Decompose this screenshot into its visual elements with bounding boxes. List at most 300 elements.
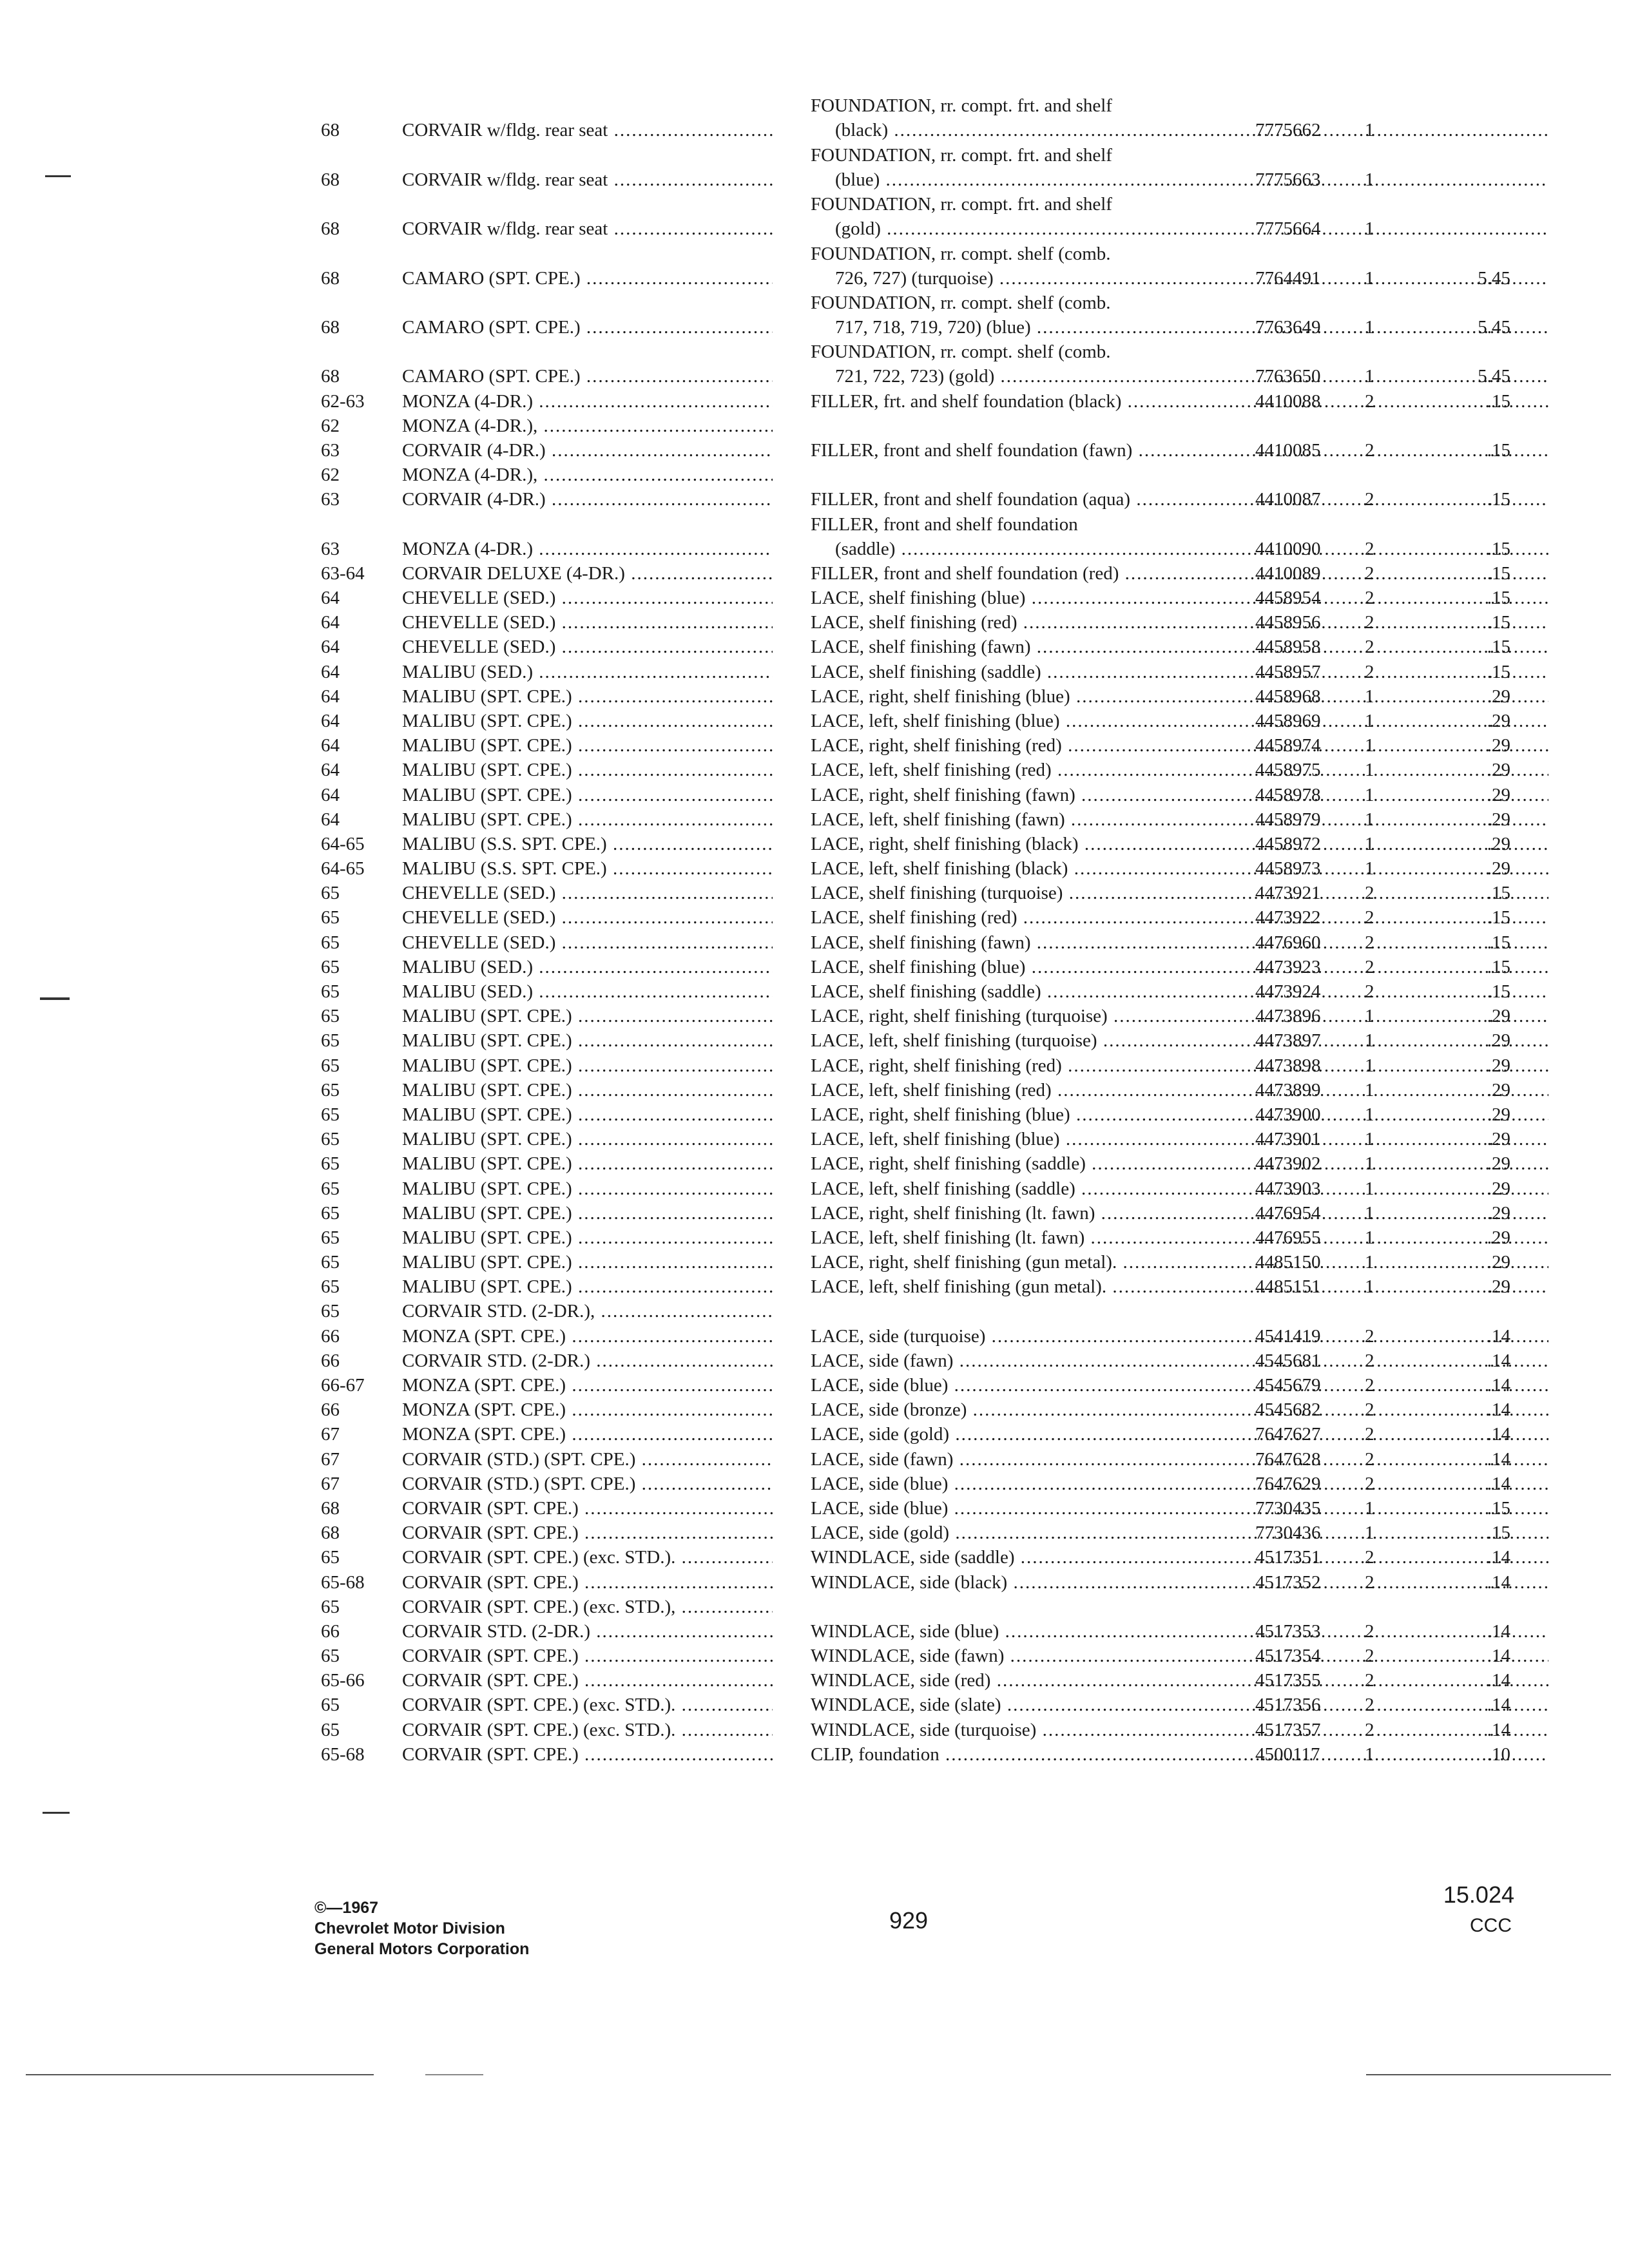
table-row: [321, 438, 1532, 463]
table-row: [321, 881, 1532, 905]
price-cell: .14: [1487, 1375, 1510, 1396]
quantity-cell: 1: [1365, 1178, 1374, 1199]
quantity-cell: 1: [1365, 1276, 1374, 1298]
table-row: [321, 192, 1532, 241]
year-cell: 62-63: [321, 390, 365, 412]
table-row: [321, 1102, 1532, 1127]
year-cell: 64: [321, 686, 340, 707]
section-number: 15.024: [1443, 1881, 1514, 1908]
model-cell: MALIBU (SPT. CPE.) .....: [402, 1053, 773, 1078]
part-number-cell: 4458956: [1255, 612, 1321, 633]
year-cell: 65: [321, 1646, 340, 1667]
quantity-cell: 1: [1365, 833, 1374, 854]
part-number-cell: 4517356: [1255, 1695, 1321, 1716]
quantity-cell: 2: [1365, 932, 1374, 953]
description-line: WINDLACE, side (turquoise) .....: [811, 1718, 1548, 1742]
table-row: [321, 1323, 1532, 1348]
table-row: [321, 512, 1532, 561]
description-line: LACE, left, shelf finishing (turquoise) .....: [811, 1028, 1548, 1053]
description-cell: [811, 143, 1548, 192]
part-number-cell: 4458958: [1255, 637, 1321, 658]
quantity-cell: 2: [1365, 883, 1374, 904]
model-cell: CORVAIR (4-DR.) .....: [402, 438, 773, 463]
year-cell: 65: [321, 1153, 340, 1175]
price-cell: .29: [1487, 784, 1510, 805]
part-number-cell: 4473921: [1255, 883, 1321, 904]
year-cell: 65: [321, 907, 340, 928]
quantity-cell: 1: [1365, 1006, 1374, 1027]
footer-copyright-block: [314, 1898, 529, 1959]
year-cell: 65: [321, 1596, 340, 1617]
price-cell: .29: [1487, 1202, 1510, 1224]
price-cell: .29: [1487, 1252, 1510, 1273]
model-cell: CORVAIR (SPT. CPE.) .....: [402, 1742, 773, 1767]
model-cell: CORVAIR w/fldg. rear seat .....: [402, 168, 773, 192]
description-line: LACE, shelf finishing (red) .....: [811, 905, 1548, 930]
description-line: FILLER, frt. and shelf foundation (black) .....: [811, 389, 1548, 414]
year-cell: 62: [321, 465, 340, 486]
price-cell: .29: [1487, 686, 1510, 707]
price-cell: .29: [1487, 1055, 1510, 1076]
description-line: LACE, left, shelf finishing (red) .....: [811, 1078, 1548, 1102]
part-number-cell: 7730436: [1255, 1523, 1321, 1544]
model-cell: MALIBU (SPT. CPE.) .....: [402, 1028, 773, 1053]
description-line: WINDLACE, side (fawn) .....: [811, 1644, 1548, 1668]
table-row: [321, 1472, 1532, 1496]
description-line: LACE, left, shelf finishing (blue) .....: [811, 709, 1548, 733]
part-number-cell: 4473901: [1255, 1129, 1321, 1150]
price-cell: .29: [1487, 1030, 1510, 1052]
table-row: [321, 1742, 1532, 1767]
part-number-cell: 7775662: [1255, 120, 1321, 141]
description-continuation: (gold) .....: [811, 216, 1548, 241]
part-number-cell: 4410089: [1255, 562, 1321, 584]
quantity-cell: 1: [1365, 169, 1374, 190]
quantity-cell: 1: [1365, 218, 1374, 240]
part-number-cell: 4517355: [1255, 1670, 1321, 1691]
part-number-cell: 4517357: [1255, 1719, 1321, 1740]
quantity-cell: 2: [1365, 588, 1374, 609]
part-number-cell: 7775663: [1255, 169, 1321, 190]
table-row: [321, 782, 1532, 807]
description-line: FILLER, front and shelf foundation (aqua) .....: [811, 487, 1548, 512]
description-continuation: (blue) .....: [811, 168, 1548, 192]
footer-rule: [1366, 2074, 1611, 2075]
table-row: [321, 930, 1532, 954]
table-row: [321, 684, 1532, 709]
part-number-cell: 4458968: [1255, 686, 1321, 707]
part-number-cell: 4458979: [1255, 809, 1321, 830]
part-number-cell: 7763649: [1255, 316, 1321, 338]
part-number-cell: 4473924: [1255, 981, 1321, 1003]
year-cell: 68: [321, 267, 340, 289]
price-cell: .29: [1487, 1079, 1510, 1100]
quantity-cell: 1: [1365, 366, 1374, 387]
model-cell: MALIBU (SPT. CPE.) .....: [402, 1274, 773, 1299]
price-cell: .14: [1487, 1670, 1510, 1691]
price-cell: .15: [1487, 661, 1510, 682]
quantity-cell: 2: [1365, 489, 1374, 510]
year-cell: 65: [321, 883, 340, 904]
table-row: [321, 1446, 1532, 1471]
model-cell: MALIBU (SPT. CPE.) .....: [402, 733, 773, 758]
table-row: [321, 1201, 1532, 1225]
quantity-cell: 2: [1365, 637, 1374, 658]
description-line: LACE, left, shelf finishing (lt. fawn) .....: [811, 1225, 1548, 1250]
table-row: [321, 733, 1532, 758]
table-row: [321, 1422, 1532, 1446]
model-cell: MALIBU (SPT. CPE.) .....: [402, 1078, 773, 1102]
description-line: LACE, right, shelf finishing (gun metal). .....: [811, 1250, 1548, 1274]
year-cell: 64: [321, 760, 340, 781]
model-cell: CORVAIR (STD.) (SPT. CPE.) .....: [402, 1447, 773, 1472]
price-cell: 5.45: [1478, 316, 1510, 338]
description-line: LACE, side (fawn) .....: [811, 1349, 1548, 1373]
quantity-cell: 1: [1365, 316, 1374, 338]
table-row: [321, 1693, 1532, 1717]
part-number-cell: 4517354: [1255, 1646, 1321, 1667]
quantity-cell: 1: [1365, 760, 1374, 781]
description-line: LACE, side (bronze) .....: [811, 1398, 1548, 1422]
table-row: [321, 1250, 1532, 1274]
quantity-cell: 1: [1365, 1153, 1374, 1175]
description-line: FILLER, front and shelf foundation: [811, 514, 1078, 535]
description-line: WINDLACE, side (blue) .....: [811, 1619, 1548, 1644]
part-number-cell: 4410090: [1255, 538, 1321, 559]
model-cell: MONZA (4-DR.), .....: [402, 414, 773, 438]
description-line: FILLER, front and shelf foundation (red) .....: [811, 561, 1548, 586]
model-cell: CAMARO (SPT. CPE.) .....: [402, 315, 773, 340]
table-row: [321, 856, 1532, 881]
quantity-cell: 2: [1365, 1448, 1374, 1470]
year-cell: 66: [321, 1325, 340, 1347]
part-number-cell: 4473897: [1255, 1030, 1321, 1052]
description-line: FOUNDATION, rr. compt. frt. and shelf: [811, 144, 1112, 166]
price-cell: .15: [1487, 538, 1510, 559]
quantity-cell: 1: [1365, 784, 1374, 805]
table-row: [321, 463, 1532, 487]
model-cell: MONZA (4-DR.) .....: [402, 537, 773, 561]
table-row: [321, 1004, 1532, 1028]
part-number-cell: 4473902: [1255, 1153, 1321, 1175]
year-cell: 63: [321, 538, 340, 559]
part-number-cell: 4541419: [1255, 1325, 1321, 1347]
price-cell: .29: [1487, 858, 1510, 879]
price-cell: .14: [1487, 1325, 1510, 1347]
price-cell: .15: [1487, 637, 1510, 658]
year-cell: 64: [321, 588, 340, 609]
description-line: LACE, right, shelf finishing (red) .....: [811, 733, 1548, 758]
year-cell: 65: [321, 1301, 340, 1322]
model-cell: MALIBU (SED.) .....: [402, 955, 773, 979]
description-continuation: 726, 727) (turquoise) .....: [811, 266, 1548, 291]
description-line: FOUNDATION, rr. compt. frt. and shelf: [811, 95, 1112, 117]
corporation-line: General Motors Corporation: [314, 1940, 530, 1958]
description-line: LACE, left, shelf finishing (blue) .....: [811, 1127, 1548, 1151]
year-cell: 65: [321, 956, 340, 977]
model-cell: CORVAIR (SPT. CPE.) .....: [402, 1521, 773, 1545]
price-cell: .29: [1487, 760, 1510, 781]
price-cell: .15: [1487, 588, 1510, 609]
year-cell: 67: [321, 1473, 340, 1494]
price-cell: .29: [1487, 1276, 1510, 1298]
price-cell: .29: [1487, 1153, 1510, 1175]
year-cell: 64: [321, 637, 340, 658]
description-continuation: 721, 722, 723) (gold) .....: [811, 364, 1548, 389]
part-number-cell: 4458975: [1255, 760, 1321, 781]
description-line: LACE, shelf finishing (saddle) .....: [811, 660, 1548, 684]
table-row: [321, 1176, 1532, 1200]
table-row: [321, 1619, 1532, 1644]
price-cell: .29: [1487, 735, 1510, 756]
model-cell: CORVAIR (SPT. CPE.) .....: [402, 1570, 773, 1595]
part-number-cell: 7647628: [1255, 1448, 1321, 1470]
table-row: [321, 1373, 1532, 1398]
year-cell: 68: [321, 366, 340, 387]
year-cell: 65: [321, 1252, 340, 1273]
model-cell: CORVAIR (SPT. CPE.) (exc. STD.). .....: [402, 1545, 773, 1570]
model-cell: CORVAIR (SPT. CPE.) .....: [402, 1644, 773, 1668]
model-cell: CORVAIR (SPT. CPE.) .....: [402, 1668, 773, 1693]
description-line: LACE, side (blue) .....: [811, 1472, 1548, 1496]
part-number-cell: 4473922: [1255, 907, 1321, 928]
part-number-cell: 4458972: [1255, 833, 1321, 854]
year-cell: 63: [321, 489, 340, 510]
year-cell: 65: [321, 1227, 340, 1248]
model-cell: CORVAIR STD. (2-DR.), .....: [402, 1299, 773, 1323]
model-cell: MALIBU (S.S. SPT. CPE.) .....: [402, 832, 773, 856]
year-cell: 65: [321, 1129, 340, 1150]
table-row: [321, 389, 1532, 413]
quantity-cell: 1: [1365, 1497, 1374, 1519]
description-line: LACE, right, shelf finishing (lt. fawn) .....: [811, 1201, 1548, 1225]
quantity-cell: 2: [1365, 956, 1374, 977]
year-cell: 65: [321, 1202, 340, 1224]
price-cell: .14: [1487, 1350, 1510, 1371]
year-cell: 65: [321, 1547, 340, 1568]
year-cell: 65: [321, 981, 340, 1003]
quantity-cell: 2: [1365, 1375, 1374, 1396]
year-cell: 64: [321, 735, 340, 756]
description-line: LACE, side (turquoise) .....: [811, 1324, 1548, 1349]
page-number: 929: [889, 1907, 929, 1934]
year-cell: 64: [321, 784, 340, 805]
table-row: [321, 1570, 1532, 1594]
price-cell: .14: [1487, 1424, 1510, 1445]
quantity-cell: 2: [1365, 907, 1374, 928]
quantity-cell: 1: [1365, 1202, 1374, 1224]
model-cell: CHEVELLE (SED.) .....: [402, 881, 773, 905]
quantity-cell: 2: [1365, 981, 1374, 1003]
model-cell: MALIBU (SED.) .....: [402, 979, 773, 1004]
quantity-cell: 1: [1365, 735, 1374, 756]
part-number-cell: 4410085: [1255, 439, 1321, 461]
description-line: WINDLACE, side (black) .....: [811, 1570, 1548, 1595]
description-continuation: 717, 718, 719, 720) (blue) .....: [811, 315, 1548, 340]
year-cell: 67: [321, 1448, 340, 1470]
price-cell: .29: [1487, 710, 1510, 731]
year-cell: 64: [321, 710, 340, 731]
description-line: LACE, side (blue) .....: [811, 1373, 1548, 1398]
model-cell: CORVAIR (SPT. CPE.) (exc. STD.), .....: [402, 1595, 773, 1619]
model-cell: CORVAIR STD. (2-DR.) .....: [402, 1619, 773, 1644]
part-number-cell: 4473896: [1255, 1006, 1321, 1027]
quantity-cell: 2: [1365, 1473, 1374, 1494]
year-cell: 67: [321, 1424, 340, 1445]
model-cell: MALIBU (SPT. CPE.) .....: [402, 1225, 773, 1250]
price-cell: .14: [1487, 1719, 1510, 1740]
model-cell: MALIBU (SPT. CPE.) .....: [402, 709, 773, 733]
quantity-cell: 1: [1365, 1252, 1374, 1273]
price-cell: .15: [1487, 612, 1510, 633]
model-cell: CORVAIR w/fldg. rear seat .....: [402, 118, 773, 142]
description-line: LACE, left, shelf finishing (gun metal). .....: [811, 1274, 1548, 1299]
part-number-cell: 4545679: [1255, 1375, 1321, 1396]
price-cell: .29: [1487, 809, 1510, 830]
quantity-cell: 1: [1365, 858, 1374, 879]
description-line: FOUNDATION, rr. compt. shelf (comb.: [811, 243, 1111, 264]
price-cell: .29: [1487, 1178, 1510, 1199]
part-number-cell: 4458957: [1255, 661, 1321, 682]
description-line: LACE, side (gold) .....: [811, 1521, 1548, 1545]
part-number-cell: 4517353: [1255, 1620, 1321, 1642]
part-number-cell: 4458954: [1255, 588, 1321, 609]
quantity-cell: 1: [1365, 710, 1374, 731]
year-cell: 68: [321, 1523, 340, 1544]
year-cell: 65: [321, 932, 340, 953]
price-cell: .14: [1487, 1473, 1510, 1494]
model-cell: MALIBU (SPT. CPE.) .....: [402, 684, 773, 709]
part-number-cell: 4458973: [1255, 858, 1321, 879]
table-row: [321, 414, 1532, 438]
part-number-cell: 7647627: [1255, 1424, 1321, 1445]
part-number-cell: 7730435: [1255, 1497, 1321, 1519]
model-cell: MALIBU (SPT. CPE.) .....: [402, 1151, 773, 1176]
quantity-cell: 2: [1365, 538, 1374, 559]
table-row: [321, 807, 1532, 832]
description-cell: [811, 192, 1548, 241]
quantity-cell: 1: [1365, 1227, 1374, 1248]
description-line: LACE, shelf finishing (red) .....: [811, 610, 1548, 635]
model-cell: CHEVELLE (SED.) .....: [402, 610, 773, 635]
parts-table: [321, 93, 1532, 1767]
table-row: [321, 635, 1532, 659]
price-cell: .15: [1487, 981, 1510, 1003]
year-cell: 68: [321, 169, 340, 190]
part-number-cell: 4458978: [1255, 784, 1321, 805]
price-cell: .15: [1487, 1523, 1510, 1544]
quantity-cell: 1: [1365, 1744, 1374, 1765]
model-cell: MALIBU (SPT. CPE.) .....: [402, 1004, 773, 1028]
table-row: [321, 487, 1532, 512]
part-number-cell: 4476960: [1255, 932, 1321, 953]
quantity-cell: 2: [1365, 1399, 1374, 1421]
table-row: [321, 1053, 1532, 1077]
model-cell: MALIBU (SPT. CPE.) .....: [402, 1250, 773, 1274]
quantity-cell: 1: [1365, 120, 1374, 141]
price-cell: .15: [1487, 439, 1510, 461]
year-cell: 65: [321, 1104, 340, 1125]
table-row: [321, 758, 1532, 782]
year-cell: 65-66: [321, 1670, 365, 1691]
table-row: [321, 586, 1532, 610]
part-number-cell: 4485151: [1255, 1276, 1321, 1298]
model-cell: MALIBU (SPT. CPE.) .....: [402, 758, 773, 782]
description-line: CLIP, foundation .....: [811, 1742, 1548, 1767]
model-cell: CORVAIR (SPT. CPE.) .....: [402, 1496, 773, 1521]
part-number-cell: 4476954: [1255, 1202, 1321, 1224]
quantity-cell: 1: [1365, 809, 1374, 830]
section-code: CCC: [1470, 1915, 1512, 1936]
price-cell: .15: [1487, 907, 1510, 928]
model-cell: MONZA (SPT. CPE.) .....: [402, 1398, 773, 1422]
price-cell: .14: [1487, 1571, 1510, 1593]
year-cell: 65-68: [321, 1571, 365, 1593]
table-row: [321, 659, 1532, 684]
quantity-cell: 2: [1365, 1325, 1374, 1347]
model-cell: CORVAIR (4-DR.) .....: [402, 487, 773, 512]
part-number-cell: 7775664: [1255, 218, 1321, 240]
price-cell: .10: [1487, 1744, 1510, 1765]
part-number-cell: 4517352: [1255, 1571, 1321, 1593]
table-row: [321, 1274, 1532, 1299]
model-cell: CAMARO (SPT. CPE.) .....: [402, 364, 773, 389]
quantity-cell: 2: [1365, 1424, 1374, 1445]
year-cell: 68: [321, 316, 340, 338]
table-row: [321, 955, 1532, 979]
description-continuation: (black) .....: [811, 118, 1548, 142]
table-row: [321, 1545, 1532, 1570]
table-row: [321, 1595, 1532, 1619]
division-line: Chevrolet Motor Division: [314, 1919, 505, 1937]
year-cell: 65: [321, 1055, 340, 1076]
description-line: LACE, right, shelf finishing (saddle) .....: [811, 1151, 1548, 1176]
part-number-cell: 4410088: [1255, 390, 1321, 412]
description-line: WINDLACE, side (saddle) .....: [811, 1545, 1548, 1570]
year-cell: 66: [321, 1620, 340, 1642]
part-number-cell: 4500117: [1255, 1744, 1320, 1765]
quantity-cell: 2: [1365, 1571, 1374, 1593]
price-cell: .15: [1487, 956, 1510, 977]
price-cell: .14: [1487, 1620, 1510, 1642]
year-cell: 64: [321, 612, 340, 633]
binder-mark: [40, 997, 70, 1000]
year-cell: 63-64: [321, 562, 365, 584]
model-cell: CAMARO (SPT. CPE.) .....: [402, 266, 773, 291]
part-number-cell: 4410087: [1255, 489, 1321, 510]
year-cell: 66-67: [321, 1375, 365, 1396]
table-row: [321, 241, 1532, 290]
description-cell: [811, 93, 1548, 142]
description-line: LACE, shelf finishing (fawn) .....: [811, 635, 1548, 659]
price-cell: .29: [1487, 1227, 1510, 1248]
description-line: LACE, right, shelf finishing (blue) .....: [811, 684, 1548, 709]
table-row: [321, 905, 1532, 930]
quantity-cell: 1: [1365, 1104, 1374, 1125]
table-row: [321, 93, 1532, 142]
description-line: FILLER, front and shelf foundation (fawn) .....: [811, 438, 1548, 463]
part-number-cell: 4458969: [1255, 710, 1321, 731]
price-cell: .15: [1487, 489, 1510, 510]
table-row: [321, 1151, 1532, 1176]
table-row: [321, 561, 1532, 586]
year-cell: 65: [321, 1695, 340, 1716]
model-cell: CORVAIR (SPT. CPE.) (exc. STD.). .....: [402, 1718, 773, 1742]
quantity-cell: 2: [1365, 612, 1374, 633]
price-cell: .15: [1487, 932, 1510, 953]
year-cell: 68: [321, 120, 340, 141]
model-cell: CORVAIR (SPT. CPE.) (exc. STD.). .....: [402, 1693, 773, 1717]
